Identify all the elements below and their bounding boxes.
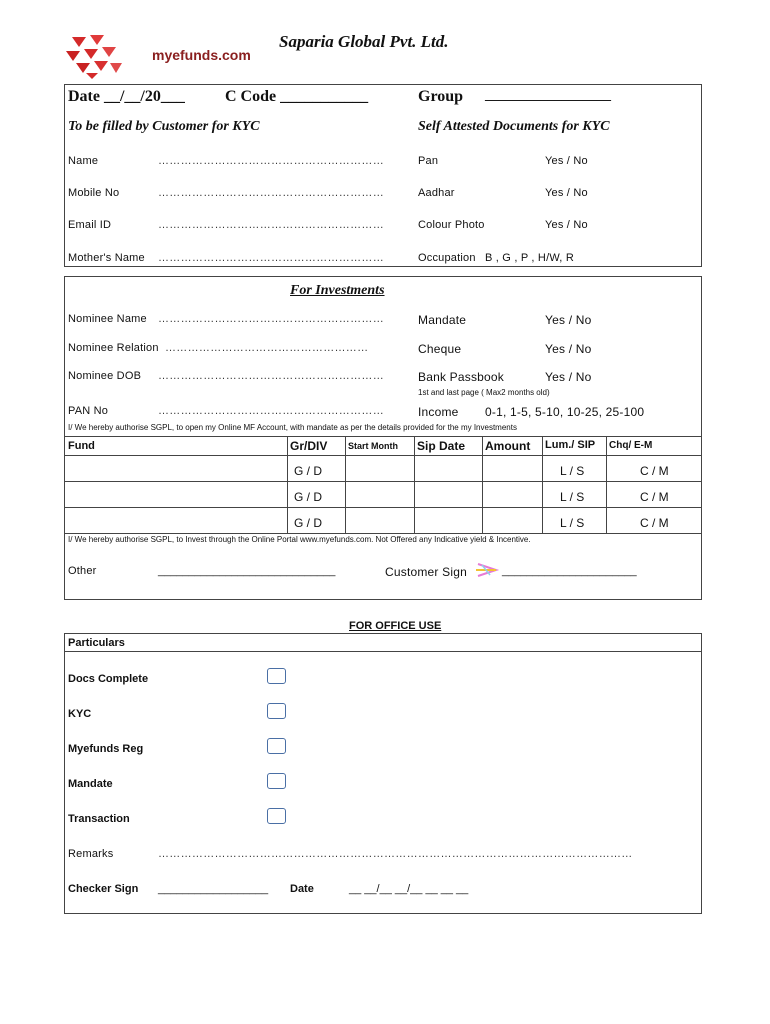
doc-aadhar-label: Aadhar — [418, 187, 455, 199]
col-fund: Fund — [68, 440, 95, 452]
pan-no-dots[interactable]: …………………………………………………… — [158, 405, 384, 417]
passbook-label: Bank Passbook — [418, 370, 504, 384]
field-name-dots[interactable]: …………………………………………………… — [158, 155, 384, 167]
group-label: Group — [418, 88, 464, 105]
passbook-note: 1st and last page ( Max2 months old) — [418, 388, 550, 397]
kyc-right-heading: Self Attested Documents for KYC — [418, 119, 610, 134]
office-box — [64, 633, 702, 914]
income-value[interactable]: 0-1, 1-5, 5-10, 10-25, 25-100 — [485, 405, 645, 419]
office-item-mandate: Mandate — [68, 778, 113, 790]
field-name-label: Name — [68, 155, 99, 167]
remarks-dots[interactable]: ……………………………………………………………………………………………………………… — [158, 848, 633, 860]
docs-complete-checkbox[interactable] — [267, 668, 286, 684]
doc-occupation-label: Occupation — [418, 252, 476, 264]
particulars-label: Particulars — [68, 637, 125, 649]
row-grdiv[interactable]: G / D — [294, 516, 323, 530]
row-chq-em[interactable]: C / M — [640, 516, 669, 530]
row-chq-em[interactable]: C / M — [640, 490, 669, 504]
ccode-line: C Code ___________ — [225, 88, 369, 105]
company-name: Saparia Global Pvt. Ltd. — [279, 32, 449, 51]
myefunds-reg-checkbox[interactable] — [267, 738, 286, 754]
cheque-label: Cheque — [418, 342, 462, 356]
office-date-label: Date — [290, 883, 314, 895]
mandate-checkbox[interactable] — [267, 773, 286, 789]
checker-sign-blank[interactable]: __________________ — [158, 883, 269, 895]
row-lum-sip[interactable]: L / S — [560, 464, 585, 478]
doc-photo-value[interactable]: Yes / No — [545, 219, 588, 231]
other-blank[interactable]: _____________________________ — [158, 565, 336, 577]
row-lum-sip[interactable]: L / S — [560, 516, 585, 530]
nominee-name-label: Nominee Name — [68, 313, 147, 325]
income-label: Income — [418, 405, 459, 419]
header-box — [64, 84, 702, 267]
nominee-dob-label: Nominee DOB — [68, 370, 142, 382]
cheque-value[interactable]: Yes / No — [545, 342, 592, 356]
sign-here-icon — [476, 561, 500, 579]
field-email-dots[interactable]: …………………………………………………… — [158, 219, 384, 231]
nominee-relation-label: Nominee Relation — [68, 342, 159, 354]
office-item-docs-complete: Docs Complete — [68, 673, 149, 685]
nominee-dob-dots[interactable]: …………………………………………………… — [158, 370, 384, 382]
portal-text: I/ We hereby authorise SGPL, to Invest through the Online Portal www.myefunds.com. Not Offered any Indicative yield & Incentive. — [68, 535, 531, 544]
kyc-left-heading: To be filled by Customer for KYC — [68, 119, 260, 134]
office-item-kyc: KYC — [68, 708, 92, 720]
pan-no-label: PAN No — [68, 405, 109, 417]
row-grdiv[interactable]: G / D — [294, 464, 323, 478]
investments-heading: For Investments — [290, 283, 385, 298]
field-email-label: Email ID — [68, 219, 112, 231]
col-sip-date: Sip Date — [417, 439, 466, 453]
nominee-name-dots[interactable]: …………………………………………………… — [158, 313, 384, 325]
col-amount: Amount — [485, 439, 531, 453]
col-lum-sip: Lum./ SIP — [545, 439, 596, 451]
doc-photo-label: Colour Photo — [418, 219, 485, 231]
office-item-transaction: Transaction — [68, 813, 130, 825]
office-heading: FOR OFFICE USE — [349, 620, 442, 632]
date-line: Date __/__/20___ — [68, 88, 185, 105]
col-start-month: Start Month — [348, 441, 398, 451]
authorise-text: I/ We hereby authorise SGPL, to open my Online MF Account, with mandate as per the details provided for the my Investments — [68, 423, 517, 432]
mandate-label: Mandate — [418, 313, 467, 327]
nominee-relation-dots[interactable]: ……………………………………………… — [165, 342, 369, 354]
transaction-checkbox[interactable] — [267, 808, 286, 824]
kyc-checkbox[interactable] — [267, 703, 286, 719]
field-mobile-label: Mobile No — [68, 187, 120, 199]
checker-sign-label: Checker Sign — [68, 883, 139, 895]
field-mother-label: Mother's Name — [68, 252, 145, 264]
group-blank: __________________ — [485, 88, 611, 103]
office-date-blank[interactable]: __ __/__ __/__ __ __ __ — [349, 883, 469, 895]
passbook-value[interactable]: Yes / No — [545, 370, 592, 384]
office-item-myefunds-reg: Myefunds Reg — [68, 743, 144, 755]
remarks-label: Remarks — [68, 848, 114, 860]
mandate-value[interactable]: Yes / No — [545, 313, 592, 327]
other-label: Other — [68, 565, 97, 577]
customer-sign-label: Customer Sign — [385, 565, 467, 579]
field-mobile-dots[interactable]: …………………………………………………… — [158, 187, 384, 199]
row-chq-em[interactable]: C / M — [640, 464, 669, 478]
doc-pan-value[interactable]: Yes / No — [545, 155, 588, 167]
doc-aadhar-value[interactable]: Yes / No — [545, 187, 588, 199]
row-grdiv[interactable]: G / D — [294, 490, 323, 504]
doc-pan-label: Pan — [418, 155, 439, 167]
col-chq-em: Chq/ E-M — [609, 440, 653, 451]
logo-text: myefunds.com — [152, 47, 251, 63]
row-lum-sip[interactable]: L / S — [560, 490, 585, 504]
doc-occupation-value[interactable]: B , G , P , H/W, R — [485, 252, 574, 264]
logo-mark-icon — [64, 33, 126, 79]
customer-sign-blank[interactable]: ______________________ — [502, 565, 637, 577]
logo — [64, 33, 264, 79]
field-mother-dots[interactable]: …………………………………………………… — [158, 252, 384, 264]
col-grdiv: Gr/DIV — [290, 439, 328, 453]
